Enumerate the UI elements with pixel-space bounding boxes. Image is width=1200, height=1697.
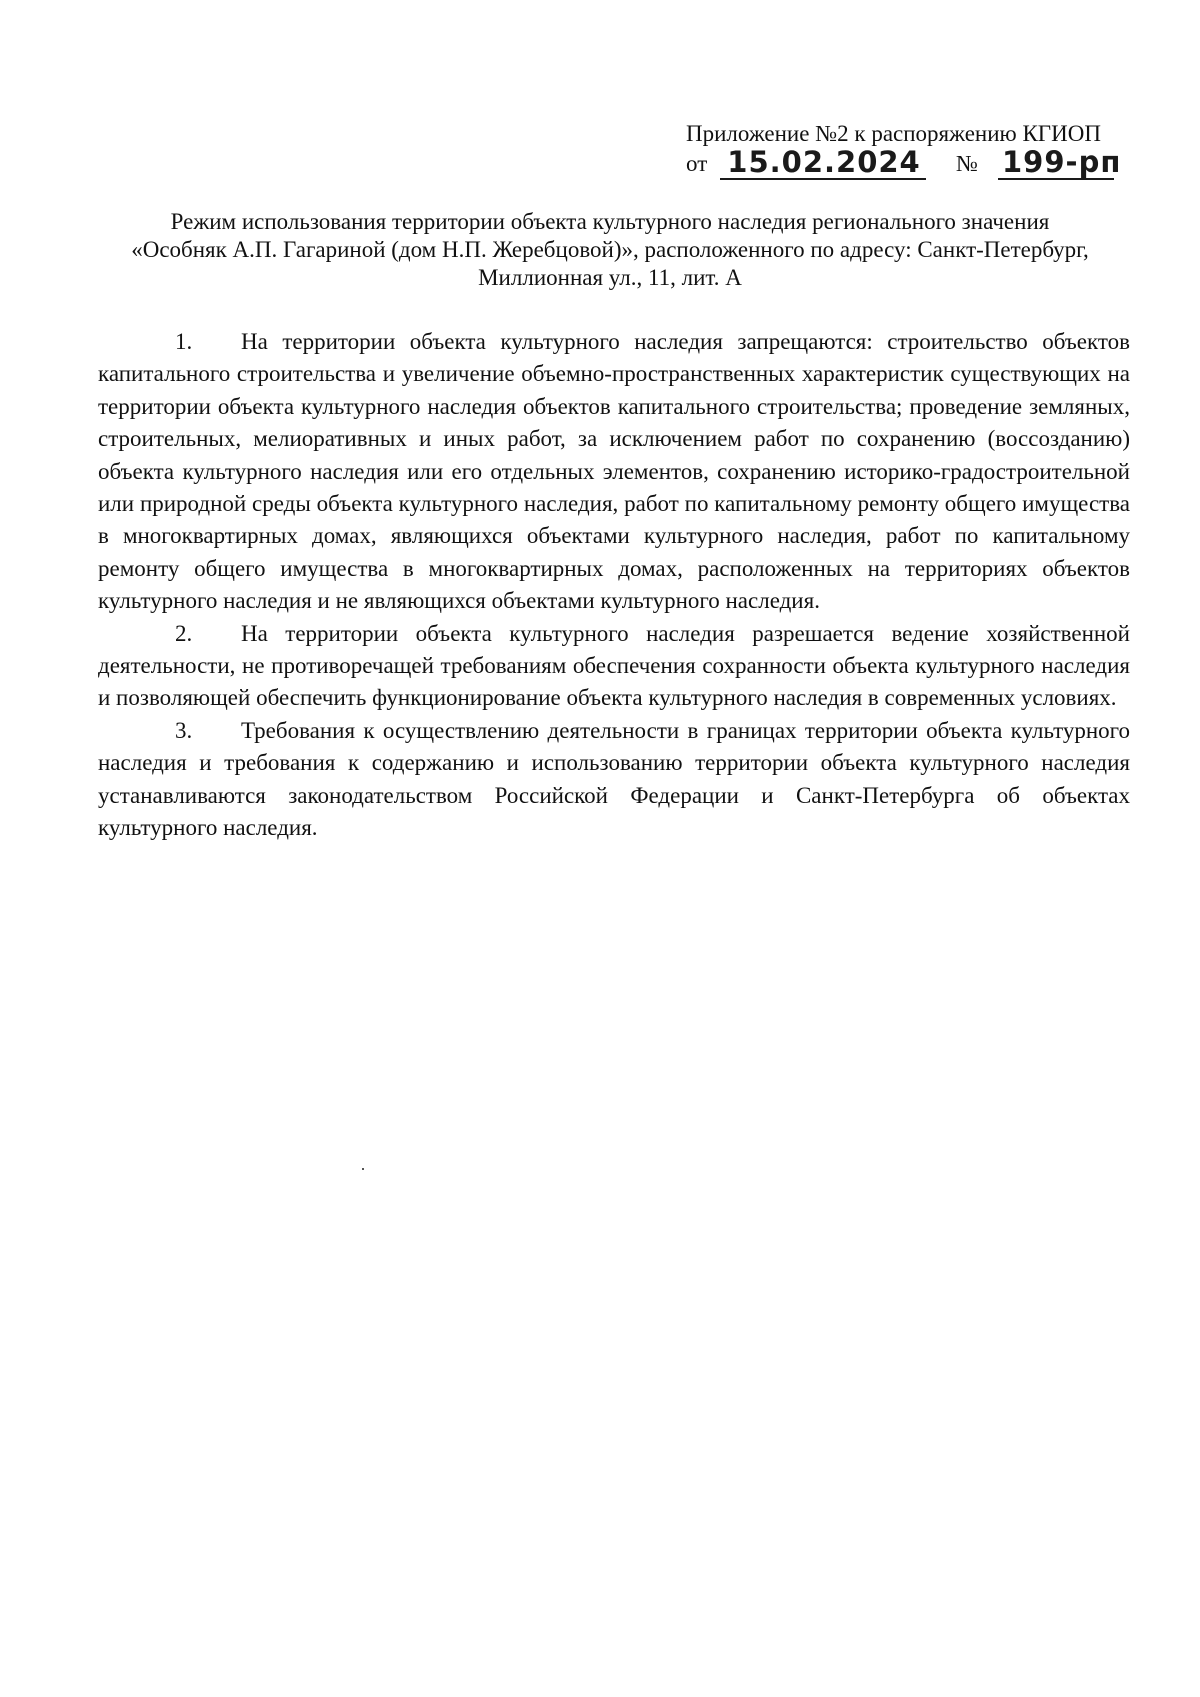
handwritten-number: 199-рп: [998, 146, 1114, 180]
document-title: [90, 208, 1130, 292]
annex-date-number-line: [686, 146, 1126, 180]
paragraph-text: На территории объекта культурного наследия запрещаются: строительство объектов капитального строительства и увеличение объемно-пространственных характеристик существующих на территории объекта культурного наследия объектов капитального строительства; проведение земляных, строительных, мелиоративных и иных работ, за исключением работ по сохранению (воссозданию) объекта культурного наследия или его отдельных элементов, сохранению историко-градостроительной или природной среды объекта культурного наследия, работ по капитальному ремонту общего имущества в многоквартирных домах, являющихся объектами культурного наследия, работ по капитальному ремонту общего имущества в многоквартирных домах, расположенных на территориях объектов культурного наследия и не являющихся объектами культурного наследия.: [98, 329, 1130, 614]
title-line-1: Режим использования территории объекта культурного наследия регионального значения: [170, 209, 1050, 234]
paragraph-number: 2.: [175, 620, 193, 646]
paragraph-2: [98, 618, 1130, 715]
paragraph-number: 3.: [175, 717, 193, 743]
paragraph-text: Требования к осуществлению деятельности в границах территории объекта культурного наследия и требования к содержанию и использованию территории объекта культурного наследия устанавливаются законодательством Российской Федерации и Санкт-Петербурга об объектах культурного наследия.: [98, 717, 1130, 841]
title-line-3: Миллионная ул., 11, лит. А: [478, 265, 742, 290]
annex-header: [686, 118, 1126, 180]
paragraph-number: 1.: [175, 329, 193, 354]
title-line-2: «Особняк А.П. Гагариной (дом Н.П. Жеребцовой)», расположенного по адресу: Санкт-Петербург,: [131, 237, 1089, 262]
from-label: от: [686, 151, 708, 176]
number-label: №: [956, 151, 978, 176]
paragraph-1: [98, 326, 1130, 618]
scan-speck: [362, 1168, 364, 1170]
annex-title: Приложение №2 к распоряжению КГИОП: [686, 121, 1101, 146]
handwritten-date: 15.02.2024: [720, 146, 926, 180]
paragraph-text: На территории объекта культурного наследия разрешается ведение хозяйственной деятельности, не противоречащей требованиям обеспечения сохранности объекта культурного наследия и позволяющей обеспечить функционирование объекта культурного наследия в современных условиях.: [98, 620, 1130, 711]
document-body: [98, 326, 1130, 845]
paragraph-3: [98, 715, 1130, 845]
